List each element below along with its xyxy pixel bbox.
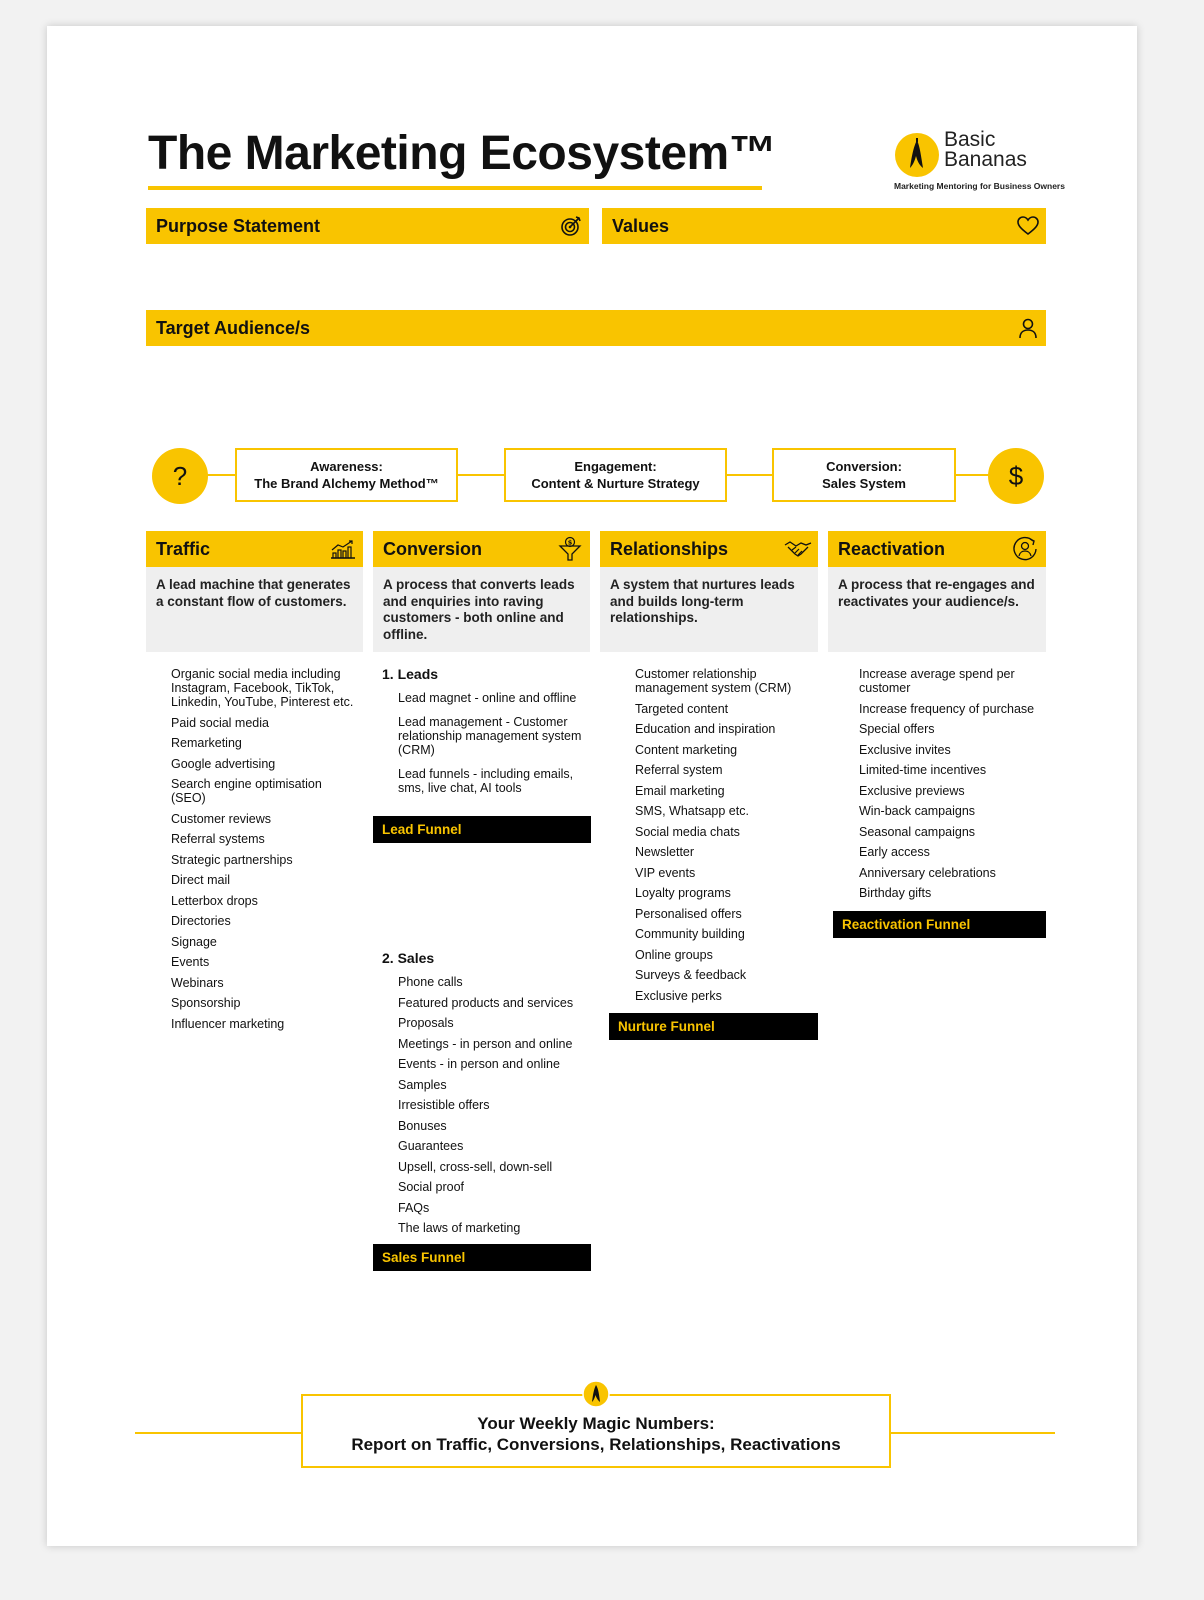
list-item: Newsletter [635, 845, 695, 859]
list-item: Samples [398, 1077, 447, 1092]
conversion-stage [772, 448, 956, 502]
list-item: Anniversary celebrations [859, 865, 996, 880]
nurture-funnel-label: Nurture Funnel [609, 1013, 818, 1040]
list-item: Lead funnels - including emails, sms, live chat, AI tools [398, 767, 574, 795]
list-item: Meetings - in person and online [398, 1036, 573, 1051]
relationships-title: Relationships [610, 538, 729, 559]
heart-icon [1016, 214, 1040, 238]
sales-list [398, 975, 588, 1242]
list-item: Webinars [171, 975, 224, 990]
list-item: Seasonal campaigns [859, 824, 976, 839]
list-item: Personalised offers [635, 906, 742, 921]
list-item: Direct mail [171, 873, 231, 887]
list-item: Exclusive perks [635, 988, 722, 1003]
list-item: Upsell, cross-sell, down-sell [398, 1159, 553, 1174]
reactivation-funnel-label: Reactivation Funnel [833, 911, 1046, 938]
list-item: Directories [171, 914, 231, 928]
list-item: Referral system [635, 763, 723, 777]
engagement-stage [504, 448, 727, 502]
banana-badge-icon [582, 1380, 610, 1408]
list-item: VIP events [635, 865, 696, 880]
purpose-statement-bar [146, 208, 589, 244]
list-item: Featured products and services [398, 995, 574, 1010]
banana-logo-icon [894, 132, 940, 178]
engagement-subtitle: Content & Nurture Strategy [531, 476, 700, 491]
list-item: Early access [859, 845, 930, 859]
relationships-header [600, 531, 818, 567]
target-audience-bar [146, 310, 1046, 346]
list-item: Paid social media [171, 715, 269, 730]
list-item: The laws of marketing [398, 1221, 521, 1235]
target-icon [559, 214, 583, 238]
funnel-icon [556, 536, 584, 562]
page-title: The Marketing Ecosystem™ [148, 127, 777, 180]
list-item: Influencer marketing [171, 1016, 285, 1031]
relationships-list [635, 667, 815, 1009]
title-underline [148, 186, 762, 190]
list-item: Events - in person and online [398, 1057, 560, 1071]
leads-list [398, 691, 588, 802]
list-item: Targeted content [635, 701, 729, 716]
lead-funnel-label: Lead Funnel [373, 816, 591, 843]
awareness-stage [235, 448, 458, 502]
list-item: Education and inspiration [635, 722, 776, 736]
list-item: SMS, Whatsapp etc. [635, 804, 749, 818]
list-item: Community building [635, 927, 745, 941]
purpose-statement-label: Purpose Statement [156, 215, 321, 236]
list-item: Loyalty programs [635, 886, 731, 900]
list-item: Signage [171, 934, 217, 949]
list-item: Bonuses [398, 1118, 447, 1133]
list-item: Sponsorship [171, 996, 241, 1010]
awareness-subtitle: The Brand Alchemy Method™ [254, 476, 439, 491]
question-icon: ? [152, 448, 208, 504]
values-bar [602, 208, 1046, 244]
list-item: Online groups [635, 947, 713, 962]
list-item: Content marketing [635, 742, 738, 757]
list-item: Customer reviews [171, 811, 272, 826]
list-item: Google advertising [171, 756, 276, 771]
svg-text:$: $ [567, 538, 573, 547]
list-item: Exclusive invites [859, 742, 951, 757]
awareness-title: Awareness: [310, 459, 383, 474]
list-item: Organic social media including Instagram, Facebook, TikTok, Linkedin, YouTube, Pinterest etc. [171, 667, 354, 709]
sales-heading: 2. Sales [382, 950, 435, 966]
person-icon [1016, 316, 1040, 340]
traffic-header [146, 531, 363, 567]
traffic-title: Traffic [156, 538, 211, 559]
handshake-icon [784, 536, 812, 562]
leads-heading: 1. Leads [382, 666, 439, 682]
list-item: Events [171, 955, 210, 969]
list-item: Letterbox drops [171, 893, 258, 908]
conversion-header [373, 531, 590, 567]
list-item: Increase average spend per customer [859, 667, 1015, 695]
engagement-title: Engagement: [574, 459, 657, 474]
list-item: FAQs [398, 1200, 430, 1215]
list-item: Irresistible offers [398, 1098, 490, 1112]
list-item: Birthday gifts [859, 886, 932, 900]
list-item: Surveys & feedback [635, 968, 747, 982]
conversion-column-title: Conversion [383, 538, 483, 559]
footer-title: Your Weekly Magic Numbers: [477, 1414, 715, 1433]
sales-funnel-label: Sales Funnel [373, 1244, 591, 1271]
list-item: Social media chats [635, 824, 740, 839]
growth-chart-icon [329, 536, 357, 562]
conversion-title: Conversion: [826, 459, 902, 474]
footer-subtitle: Report on Traffic, Conversions, Relationships, Reactivations [351, 1435, 841, 1454]
list-item: Remarketing [171, 736, 242, 750]
logo-name-line2: Bananas [944, 148, 1027, 171]
list-item: Email marketing [635, 783, 725, 798]
list-item: Search engine optimisation (SEO) [171, 777, 322, 805]
list-item: Increase frequency of purchase [859, 701, 1035, 716]
list-item: Guarantees [398, 1139, 464, 1153]
relationships-description: A system that nurtures leads and builds long-term relationships. [600, 567, 818, 652]
list-item: Lead management - Customer relationship management system (CRM) [398, 715, 582, 757]
list-item: Lead magnet - online and offline [398, 691, 577, 705]
brand-logo [894, 128, 1065, 194]
conversion-subtitle: Sales System [822, 476, 906, 491]
logo-wordmark [944, 130, 1027, 170]
values-label: Values [612, 215, 670, 236]
list-item: Phone calls [398, 975, 463, 989]
conversion-description: A process that converts leads and enquiries into raving customers - both online and offline. [373, 567, 590, 652]
list-item: Customer relationship management system (CRM) [635, 667, 792, 695]
reactivation-header [828, 531, 1046, 567]
list-item: Win-back campaigns [859, 804, 976, 818]
user-refresh-icon [1012, 536, 1040, 562]
logo-tagline: Marketing Mentoring for Business Owners [894, 181, 1065, 191]
logo-name-line1: Basic [944, 128, 996, 151]
list-item: Limited-time incentives [859, 763, 987, 777]
list-item: Strategic partnerships [171, 852, 293, 867]
reactivation-list [859, 667, 1044, 907]
reactivation-title: Reactivation [838, 538, 946, 559]
traffic-description: A lead machine that generates a constant flow of customers. [146, 567, 363, 652]
traffic-list [171, 667, 356, 1037]
target-audience-label: Target Audience/s [156, 317, 311, 338]
list-item: Exclusive previews [859, 783, 965, 798]
list-item: Proposals [398, 1016, 454, 1030]
dollar-icon: $ [988, 448, 1044, 504]
reactivation-description: A process that re-engages and reactivates your audience/s. [828, 567, 1046, 652]
list-item: Referral systems [171, 832, 265, 846]
list-item: Special offers [859, 722, 935, 736]
list-item: Social proof [398, 1180, 465, 1194]
